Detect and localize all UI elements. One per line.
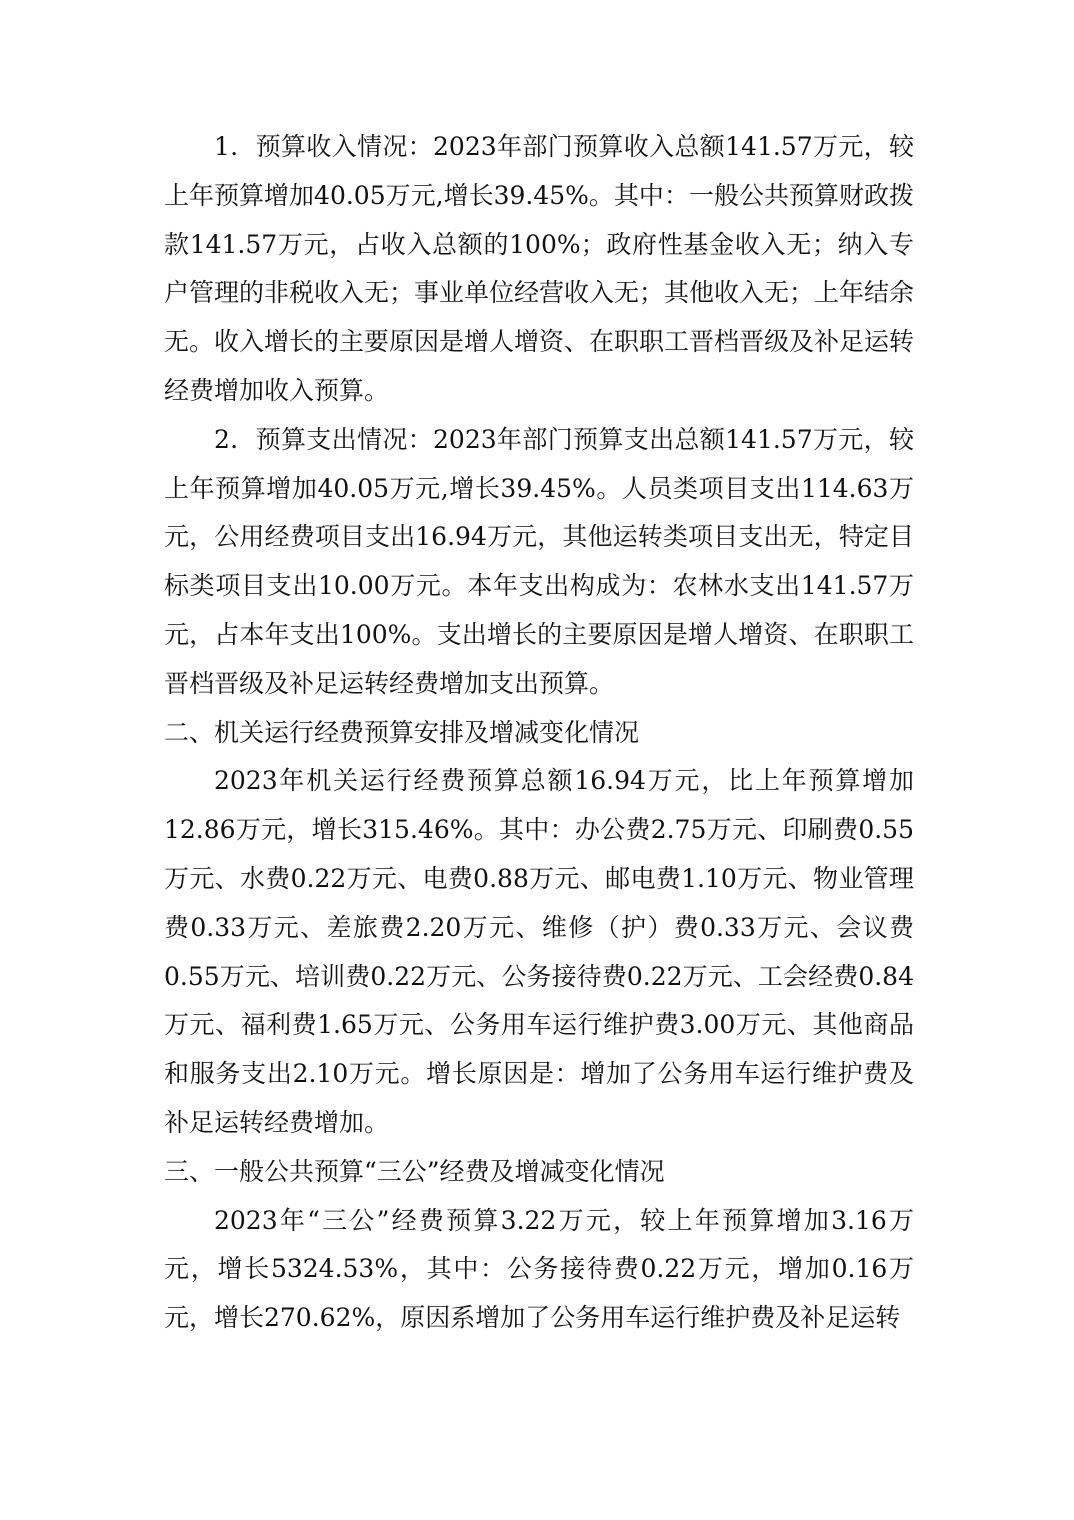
section-heading-three-public-expenses: 三、一般公共预算“三公”经费及增减变化情况	[164, 1156, 665, 1186]
paragraph-three-public-expenses: 2023年“三公”经费预算3.22万元，较上年预算增加3.16万元，增长5324.53%，其中：公务接待费0.22万元，增加0.16万元，增长270.62%，原因系增加了公务用车运行维护费及补足运转	[164, 1205, 914, 1333]
paragraph-budget-expenditure: 2．预算支出情况：2023年部门预算支出总额141.57万元，较上年预算增加40.05万元,增长39.45%。人员类项目支出114.63万元，公用经费项目支出16.94万元，其他运转类项目支出无，特定目标类项目支出10.00万元。本年支出构成为：农林水支出141.57万元，占本年支出100%。支出增长的主要原因是增人增资、在职职工晋档晋级及补足运转经费增加支出预算。	[164, 424, 914, 698]
document-body	[164, 123, 914, 1343]
paragraph-budget-income: 1．预算收入情况：2023年部门预算收入总额141.57万元，较上年预算增加40.05万元,增长39.45%。其中：一般公共预算财政拨款141.57万元，占收入总额的100%；政府性基金收入无；纳入专户管理的非税收入无；事业单位经营收入无；其他收入无；上年结余无。收入增长的主要原因是增人增资、在职职工晋档晋级及补足运转经费增加收入预算。	[164, 132, 915, 405]
paragraph-operating-expenses: 2023年机关运行经费预算总额16.94万元，比上年预算增加12.86万元，增长315.46%。其中：办公费2.75万元、印刷费0.55万元、水费0.22万元、电费0.88万元、邮电费1.10万元、物业管理费0.33万元、差旅费2.20万元、维修（护）费0.33万元、会议费0.55万元、培训费0.22万元、公务接待费0.22万元、工会经费0.84万元、福利费1.65万元、公务用车运行维护费3.00万元、其他商品和服务支出2.10万元。增长原因是：增加了公务用车运行维护费及补足运转经费增加。	[164, 766, 914, 1137]
section-heading-operating-expenses: 二、机关运行经费预算安排及增减变化情况	[164, 717, 640, 747]
